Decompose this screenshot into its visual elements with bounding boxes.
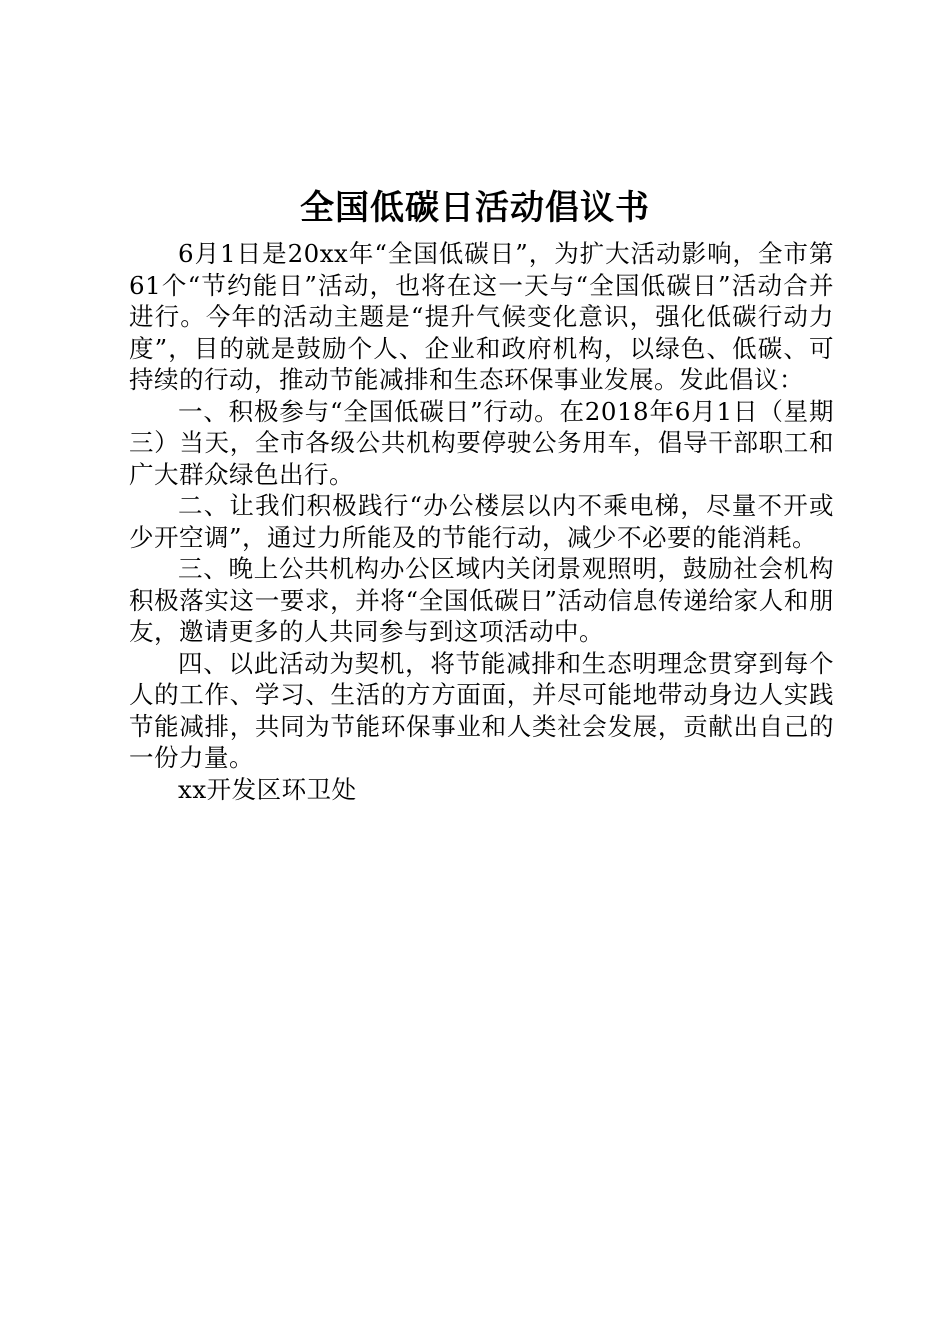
proposal-item-4: 四、以此活动为契机，将节能减排和生态明理念贯穿到每个人的工作、学习、生活的方方面面，并尽可能地带动身边人实践节能减排，共同为节能环保事业和人类社会发展，贡献出自己的一份力量。 <box>129 648 834 772</box>
document-title: 全国低碳日活动倡议书 <box>300 188 650 228</box>
proposal-item-1: 一、积极参与“全国低碳日”行动。在2018年6月1日（星期三）当天，全市各级公共机构要停驶公务用车，倡导干部职工和广大群众绿色出行。 <box>129 396 834 489</box>
document-body <box>129 238 834 805</box>
proposal-item-2: 二、让我们积极践行“办公楼层以内不乘电梯，尽量不开或少开空调”，通过力所能及的节能行动，减少不必要的能消耗。 <box>129 491 834 552</box>
proposal-item-3: 三、晚上公共机构办公区域内关闭景观照明，鼓励社会机构积极落实这一要求，并将“全国低碳日”活动信息传递给家人和朋友，邀请更多的人共同参与到这项活动中。 <box>129 554 834 646</box>
signature: xx开发区环卫处 <box>178 774 357 804</box>
intro-paragraph: 6月1日是20xx年“全国低碳日”，为扩大活动影响，全市第61个“节约能日”活动，也将在这一天与“全国低碳日”活动合并进行。今年的活动主题是“提升气候变化意识，强化低碳行动力度”，目的就是鼓励个人、企业和政府机构，以绿色、低碳、可持续的行动，推动节能减排和生态环保事业发展。发此倡议： <box>129 239 834 394</box>
